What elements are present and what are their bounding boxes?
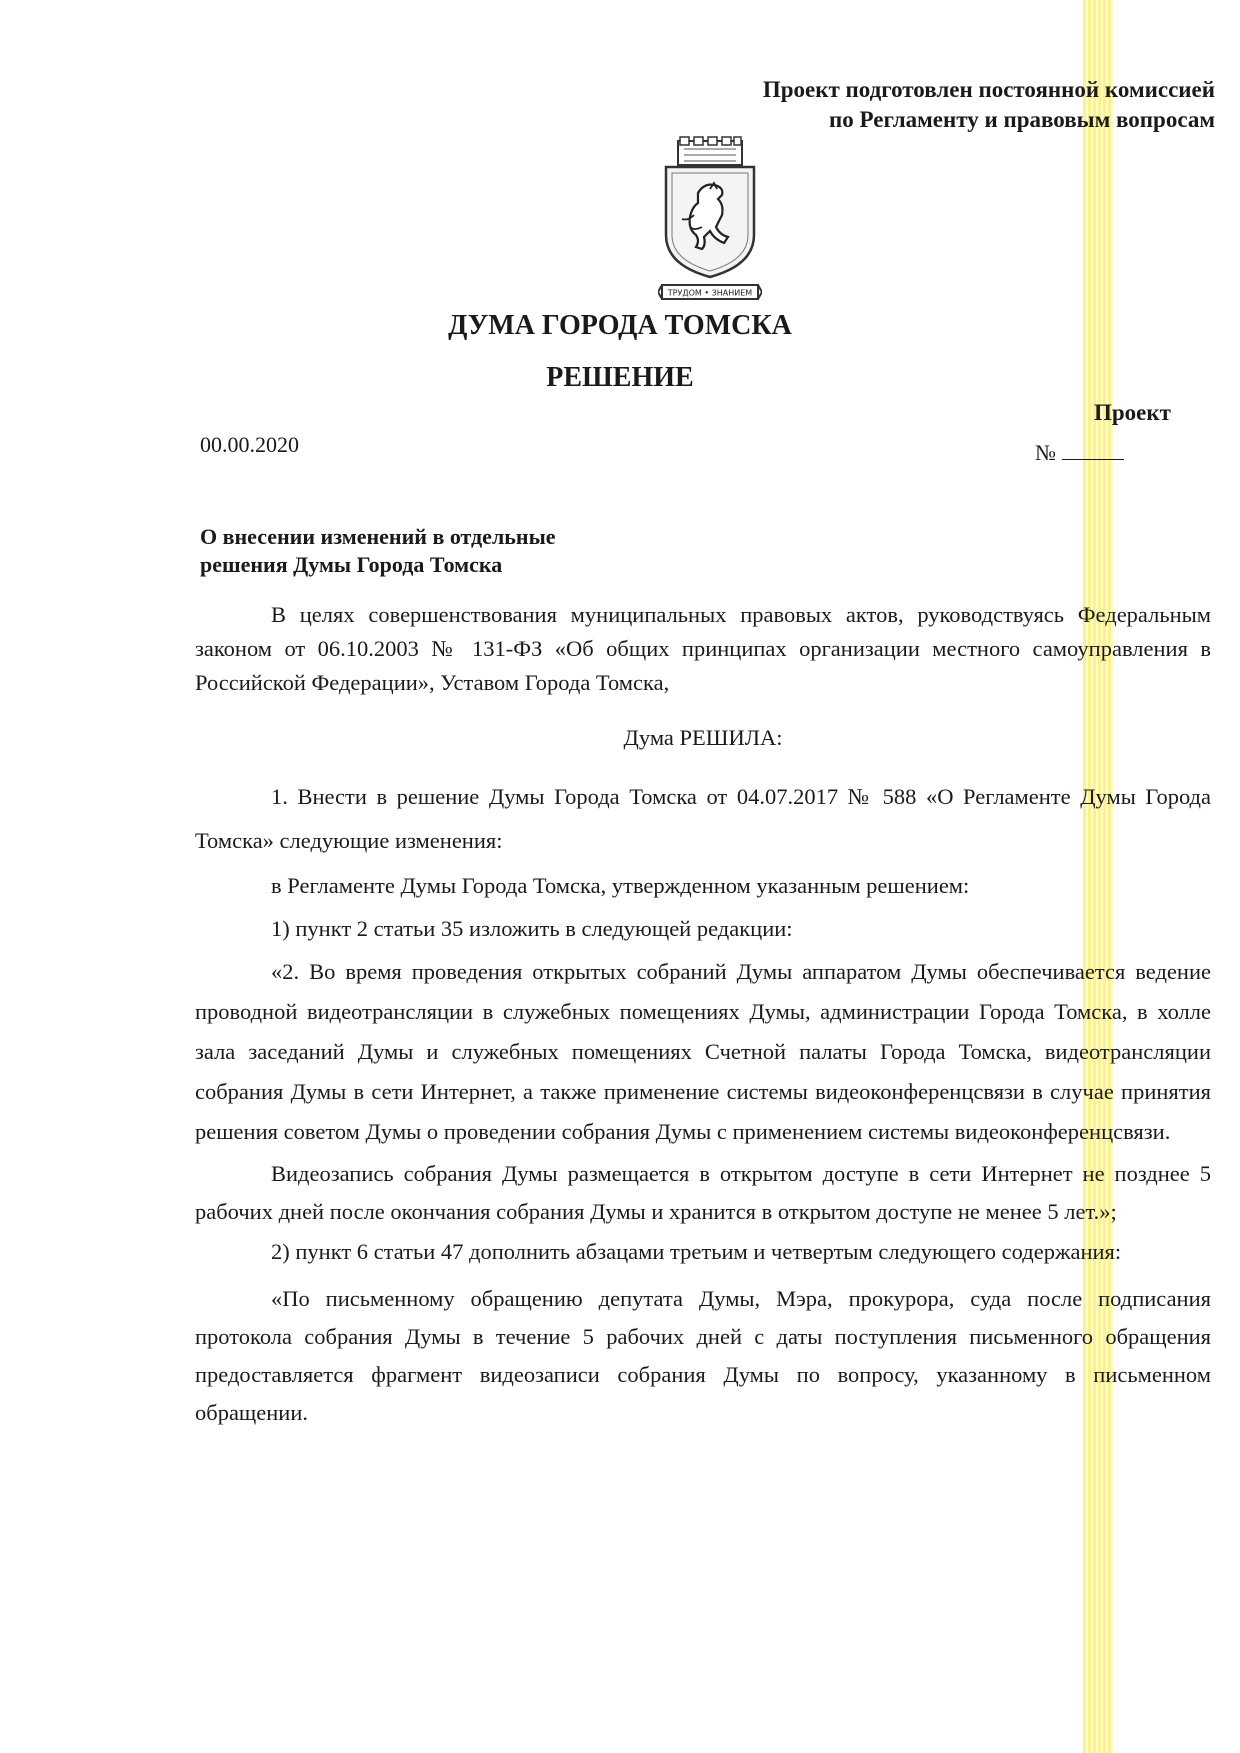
- document-date: 00.00.2020: [200, 432, 299, 457]
- document-subject: [200, 523, 720, 579]
- prepared-by-line1: Проект подготовлен постоянной комиссией: [762, 77, 1215, 102]
- subject-line1: О внесении изменений в отдельные: [200, 524, 556, 549]
- document-org-title: ДУМА ГОРОДА ТОМСКА: [448, 310, 792, 341]
- prepared-by-note: [763, 75, 1215, 135]
- subject-line2: решения Думы Города Томска: [200, 552, 503, 577]
- preamble-paragraph: В целях совершенствования муниципальных правовых актов, руководствуясь Федеральным законом от 06.10.2003 № 131-ФЗ «Об общих принципах организации местного самоуправления в Российской Федерации», Уставом Города Томска,: [195, 602, 1211, 695]
- subitem-2-paragraph: 2) пункт 6 статьи 47 дополнить абзацами третьим и четвертым следующего содержания:: [271, 1239, 1122, 1264]
- prepared-by-line2: по Регламенту и правовым вопросам: [828, 107, 1215, 132]
- decided-heading: Дума РЕШИЛА:: [623, 725, 783, 750]
- quoted-clause-2-paragraph: «2. Во время проведения открытых собраний Думы аппаратом Думы обеспечивается ведение проводной видеотрансляции в служебных помещениях Думы, администрации Города Томска, в холле зала заседаний Думы и служебных помещениях Счетной палаты Города Томска, видеотрансляции собрания Думы в сети Интернет, а также применение системы видеоконференцсвязи в случае принятия решения советом Думы о проведении собрания Думы с применением системы видеоконференцсвязи.: [195, 959, 1211, 1144]
- subitem-1-paragraph: 1) пункт 2 статьи 35 изложить в следующей редакции:: [271, 916, 793, 941]
- tomsk-coat-of-arms-icon: [658, 135, 762, 303]
- document-body: [195, 598, 1211, 1435]
- document-number: [1035, 440, 1124, 466]
- emblem-motto: ТРУДОМ • ЗНАНИЕМ: [667, 288, 753, 298]
- video-record-paragraph: Видеозапись собрания Думы размещается в открытом доступе в сети Интернет не позднее 5 рабочих дней после окончания собрания Думы и хранится в открытом доступе не менее 5 лет.»;: [195, 1161, 1211, 1224]
- item-1-paragraph: 1. Внести в решение Думы Города Томска от 04.07.2017 № 588 «О Регламенте Думы Города Томска» следующие изменения:: [195, 784, 1211, 853]
- document-type-title: РЕШЕНИЕ: [546, 362, 694, 393]
- project-label: Проект: [1094, 400, 1171, 425]
- number-sign: №: [1035, 440, 1056, 465]
- number-blank: [1062, 441, 1124, 460]
- quoted-request-paragraph: «По письменному обращению депутата Думы, Мэра, прокурора, суда после подписания протокола собрания Думы в течение 5 рабочих дней с даты поступления письменного обращения предоставляется фрагмент видеозаписи собрания Думы по вопросу, указанному в письменном обращении.: [195, 1286, 1211, 1425]
- regulation-paragraph: в Регламенте Думы Города Томска, утвержденном указанным решением:: [271, 873, 970, 898]
